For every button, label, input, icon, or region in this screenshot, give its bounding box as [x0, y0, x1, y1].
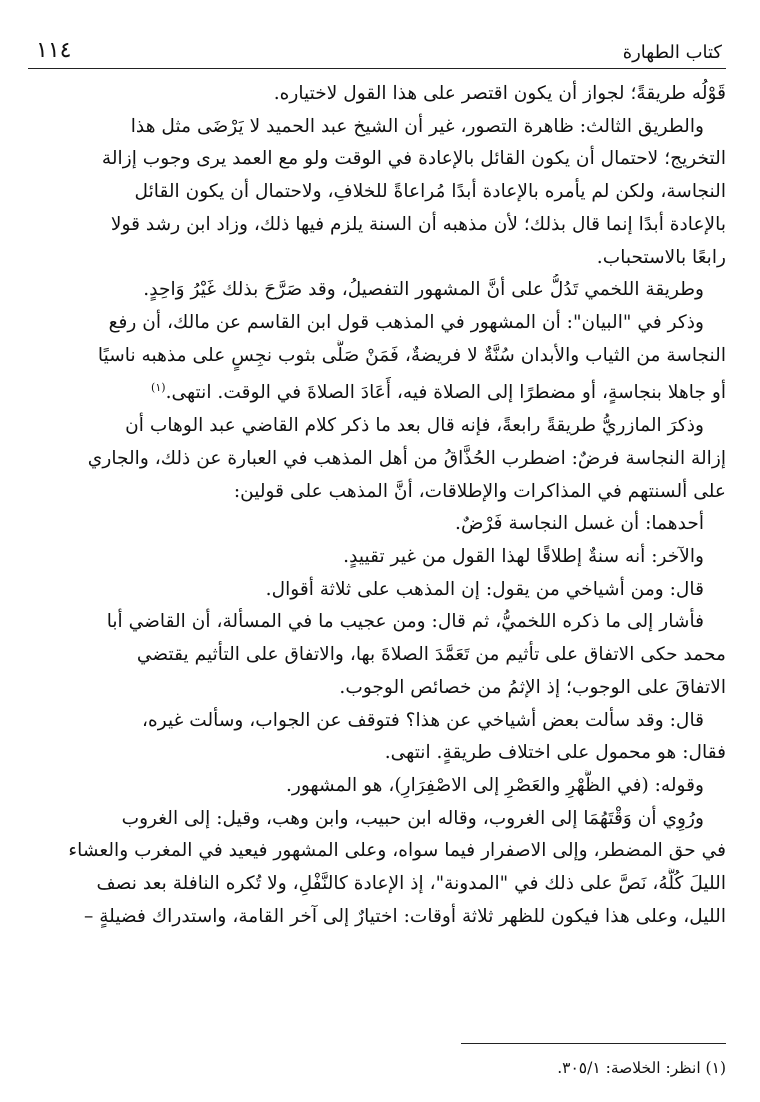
text-line: فأشار إلى ما ذكره اللخميُّ، ثم قال: ومن عجيب ما في المسألة، أن القاضي أبا: [106, 611, 704, 633]
main-text: [28, 78, 726, 933]
text-line: ورُوِي أن وَقْتَهُمَا إلى الغروب، وقاله ابن حبيب، وابن وهب، وقيل: إلى الغروب: [121, 807, 704, 829]
footnote: (١) انظر: الخلاصة: ٣٠٥/١.: [557, 1059, 726, 1077]
text-line: الاتفاقَ على الوجوب؛ إذ الإثمُ من خصائص الوجوب.: [339, 676, 726, 698]
text-line: في حق المضطر، وإلى الاصفرار فيما سواه، وعلى المشهور فيعيد في المغرب والعشاء: [68, 840, 726, 862]
text-line: وذكرَ المازريُّ طريقةً رابعةً، فإنه قال بعد ما ذكر كلام القاضي عبد الوهاب أن: [125, 415, 704, 437]
book-page: [28, 28, 726, 1088]
text-line: إزالة النجاسة فرضٌ: اضطرب الحُذَّاقُ من أهل المذهب في العبارة عن ذلك، والجاري: [87, 447, 726, 469]
book-title: كتاب الطهارة: [622, 42, 722, 63]
text-line: النجاسة، ولكن لم يأمره بالإعادة أبدًا مُراعاةً للخلافِ، ولاحتمال أن يكون القائل: [134, 181, 726, 203]
text-line: وقوله: (في الظُّهْرِ والعَصْرِ إلى الاصْفِرَارِ)، هو المشهور.: [285, 774, 704, 796]
text-line: الليلَ كُلَّهُ، نَصَّ على ذلك في "المدونة"، إذ الإعادة كالنَّفْلِ، ولا تُكره النافلة بعد نصف: [96, 873, 726, 895]
page-number: ١١٤: [36, 38, 72, 63]
text-line: الليل، وعلى هذا فيكون للظهر ثلاثة أوقات: اختيارٌ إلى آخر القامة، واستدراك فضيلةٍ –: [83, 905, 726, 927]
text-line: قال: وقد سألت بعض أشياخي عن هذا؟ فتوقف عن الجواب، وسألت غيره،: [141, 709, 704, 731]
text-line: قَوْلُه طريقةً؛ لجواز أن يكون اقتصر على هذا القول لاختياره.: [273, 83, 726, 104]
text-line: وطريقة اللخمي تَدُلُّ على أنَّ المشهور التفصيلُ، وقد صَرَّحَ بذلك غَيْرُ وَاحِدٍ.: [143, 279, 704, 301]
footnote-marker: (١): [151, 381, 166, 395]
text-line: محمد حكى الاتفاق على تأثيم من تَعَمَّدَ الصلاةَ بها، والاتفاق على التأثيم يقتضي: [136, 644, 726, 666]
text-line: التخريج؛ لاحتمال أن يكون القائل بالإعادة في الوقت ولو مع العمد يرى وجوب إزالة: [101, 148, 726, 170]
text-line: النجاسة من الثياب والأبدان سُنَّةٌ لا فريضةٌ، فَمَنْ صَلَّى بثوب نجِسٍ على مذهبه ناسيًا: [97, 344, 726, 366]
text-line: والطريق الثالث: ظاهرة التصور، غير أن الشيخ عبد الحميد لا يَرْضَى مثل هذا: [130, 115, 704, 137]
text-line: قال: ومن أشياخي من يقول: إن المذهب على ثلاثة أقوال.: [265, 578, 704, 600]
text-line: أو جاهلا بنجاسةٍ، أو مضطرًا إلى الصلاة فيه، أَعَادَ الصلاةَ في الوقت. انتهى.$^{(١)}$: [151, 381, 726, 404]
text-line: على ألسنتهم في المذاكرات والإطلاقات، أنَّ المذهب على قولين:: [233, 480, 726, 502]
text-line: بالإعادة أبدًا إنما قال بذلك؛ لأن مذهبه أن السنة يلزم فيها ذلك، وزاد ابن رشد قولا: [110, 213, 726, 235]
footnote-divider: [461, 1043, 726, 1044]
text-line: رابعًا بالاستحباب.: [596, 246, 726, 268]
text-line: أحدهما: أن غسل النجاسة فَرْضٌ.: [455, 513, 704, 535]
text-line: والآخر: أنه سنةٌ إطلاقًا لهذا القول من غير تقييدٍ.: [343, 546, 704, 568]
text-line: وذكر في "البيان": أن المشهور في المذهب قول ابن القاسم عن مالك، أن رفع: [108, 311, 704, 333]
text-line: فقال: هو محمول على اختلاف طريقةٍ. انتهى.: [384, 742, 726, 764]
page-header: [28, 28, 726, 69]
